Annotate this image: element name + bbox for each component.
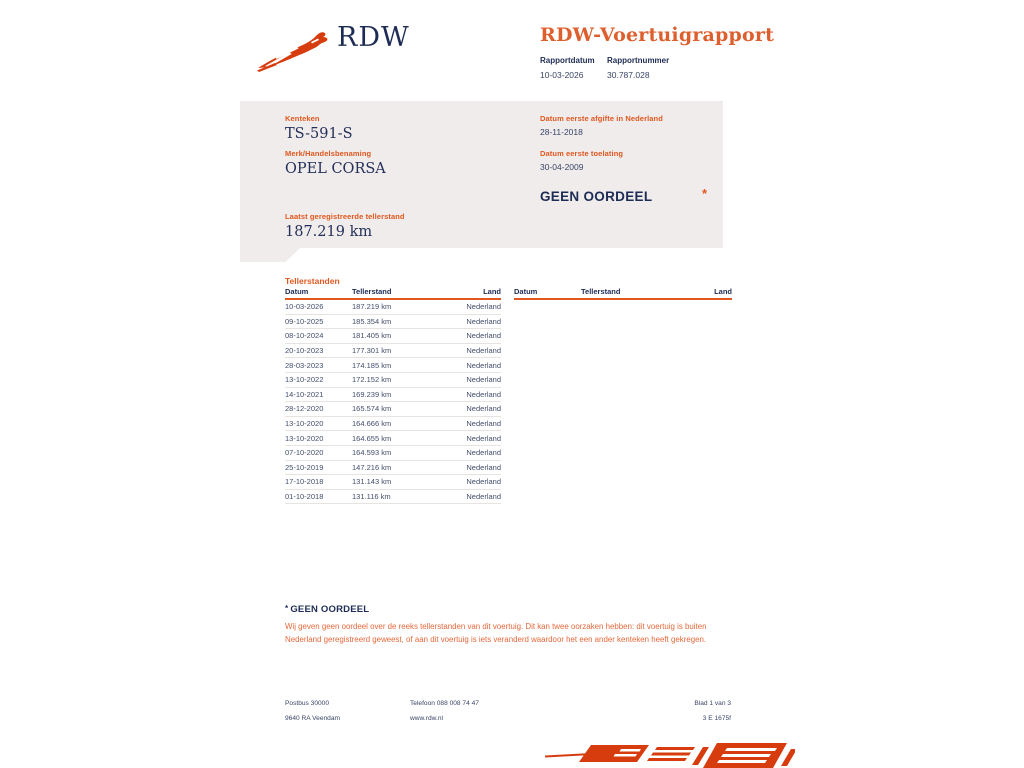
- footer-form-code: 3 E 1675f: [702, 715, 731, 722]
- table-row: [285, 388, 501, 403]
- col-header-land: Land: [483, 287, 501, 296]
- cell-tellerstand: 165.574 km: [352, 404, 392, 414]
- cell-land: Nederland: [466, 302, 501, 312]
- col-header-datum: Datum: [514, 287, 538, 296]
- kenteken-value: TS-591-S: [285, 126, 353, 142]
- cell-tellerstand: 169.239 km: [352, 389, 392, 399]
- cell-tellerstand: 131.116 km: [352, 492, 391, 502]
- tellerstand-value: 187.219 km: [285, 224, 373, 240]
- table-row: [285, 446, 501, 461]
- oordeel-value: GEEN OORDEEL: [540, 189, 653, 204]
- table-row: [285, 475, 501, 490]
- oordeel-asterisk: *: [702, 186, 708, 201]
- cell-tellerstand: 174.185 km: [352, 360, 392, 370]
- tellerstand-label: Laatst geregistreerde tellerstand: [285, 212, 405, 221]
- table-row: [285, 461, 501, 476]
- footer-phone: Telefoon 088 008 74 47: [410, 700, 479, 707]
- report-date-label: Rapportdatum: [540, 56, 595, 65]
- rdw-logo-text: RDW: [337, 22, 410, 53]
- report-title: RDW-Voertuigrapport: [540, 24, 775, 46]
- cell-tellerstand: 187.219 km: [352, 302, 392, 312]
- cell-datum: 28-12-2020: [285, 404, 324, 414]
- cell-datum: 09-10-2025: [285, 316, 324, 326]
- cell-land: Nederland: [466, 477, 501, 487]
- cell-tellerstand: 181.405 km: [352, 331, 392, 341]
- footnote-asterisk: *: [285, 604, 289, 613]
- cell-datum: 20-10-2023: [285, 346, 324, 356]
- footer-address-line2: 9640 RA Veendam: [285, 715, 340, 722]
- report-date-value: 10-03-2026: [540, 70, 584, 80]
- cell-land: Nederland: [466, 433, 501, 443]
- cell-datum: 07-10-2020: [285, 448, 324, 458]
- table-row: [285, 358, 501, 373]
- merk-value: OPEL CORSA: [285, 161, 386, 177]
- table-row: [285, 402, 501, 417]
- cell-land: Nederland: [466, 404, 501, 414]
- cell-land: Nederland: [466, 375, 501, 385]
- cell-tellerstand: 172.152 km: [352, 375, 392, 385]
- cell-datum: 13-10-2020: [285, 419, 324, 429]
- toelating-value: 30-04-2009: [540, 162, 584, 172]
- cell-tellerstand: 147.216 km: [352, 462, 392, 472]
- geen-oordeel-footnote: [285, 604, 715, 646]
- cell-land: Nederland: [466, 331, 501, 341]
- cell-tellerstand: 164.666 km: [352, 419, 392, 429]
- cell-tellerstand: 177.301 km: [352, 346, 392, 356]
- cell-land: Nederland: [466, 462, 501, 472]
- table-row: [285, 300, 501, 315]
- table-row: [285, 344, 501, 359]
- table-body: [285, 300, 501, 504]
- table-header-row: [285, 289, 501, 300]
- report-number-label: Rapportnummer: [607, 56, 670, 65]
- afgifte-value: 28-11-2018: [540, 127, 583, 137]
- cell-tellerstand: 185.354 km: [352, 316, 392, 326]
- cell-datum: 17-10-2018: [285, 477, 324, 487]
- cell-tellerstand: 164.593 km: [352, 448, 392, 458]
- tellerstanden-table-left: [285, 289, 501, 504]
- cell-datum: 08-10-2024: [285, 331, 324, 341]
- cell-tellerstand: 131.143 km: [352, 477, 392, 487]
- cell-land: Nederland: [466, 448, 501, 458]
- cell-datum: 25-10-2019: [285, 462, 324, 472]
- cell-land: Nederland: [466, 316, 501, 326]
- report-number-value: 30.787.028: [607, 70, 650, 80]
- footer-page-number: Blad 1 van 3: [694, 700, 731, 707]
- cell-datum: 14-10-2021: [285, 389, 324, 399]
- table-header-row: [514, 289, 732, 300]
- footnote-body: Wij geven geen oordeel over de reeks tellerstanden van dit voertuig. Dit kan twee oorzaken hebben: dit voertuig is buiten Nederland geregistreerd geweest, of aan dit voertuig is iets veranderd waardoor het een ander kenteken heeft gekregen.: [285, 622, 707, 644]
- rdw-bird-icon: [255, 22, 333, 72]
- vehicle-info-panel: [240, 101, 723, 248]
- table-row: [285, 315, 501, 330]
- cell-datum: 10-03-2026: [285, 302, 324, 312]
- kenteken-label: Kenteken: [285, 114, 320, 123]
- col-header-tellerstand: Tellerstand: [581, 287, 621, 296]
- cell-land: Nederland: [466, 346, 501, 356]
- col-header-tellerstand: Tellerstand: [352, 287, 392, 296]
- footnote-title-text: GEEN OORDEEL: [290, 604, 370, 615]
- rdw-logo: [255, 20, 410, 72]
- col-header-land: Land: [714, 287, 732, 296]
- merk-label: Merk/Handelsbenaming: [285, 149, 372, 158]
- cell-tellerstand: 164.655 km: [352, 433, 392, 443]
- col-header-datum: Datum: [285, 287, 309, 296]
- table-row: [285, 329, 501, 344]
- tellerstanden-table-right: [514, 289, 732, 300]
- rdw-logo-fragment-decoration: [545, 740, 795, 768]
- footer-address-line1: Postbus 30000: [285, 700, 329, 707]
- cell-datum: 01-10-2018: [285, 492, 324, 502]
- cell-land: Nederland: [466, 389, 501, 399]
- afgifte-label: Datum eerste afgifte in Nederland: [540, 114, 663, 123]
- footer-website: www.rdw.nl: [410, 715, 443, 722]
- cell-datum: 13-10-2020: [285, 433, 324, 443]
- tellerstanden-heading: Tellerstanden: [285, 276, 340, 286]
- toelating-label: Datum eerste toelating: [540, 149, 624, 158]
- table-row: [285, 490, 501, 505]
- cell-land: Nederland: [466, 360, 501, 370]
- table-row: [285, 373, 501, 388]
- cell-datum: 28-03-2023: [285, 360, 324, 370]
- table-row: [285, 417, 501, 432]
- cell-land: Nederland: [466, 419, 501, 429]
- cell-land: Nederland: [466, 492, 501, 502]
- footnote-title: [285, 604, 715, 615]
- cell-datum: 13-10-2022: [285, 375, 324, 385]
- table-row: [285, 431, 501, 446]
